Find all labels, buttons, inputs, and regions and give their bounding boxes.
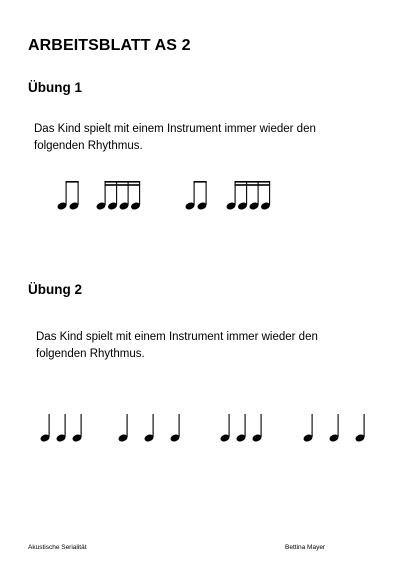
quarter-note	[219, 414, 230, 443]
exercise-1-heading: Übung 1	[28, 80, 82, 95]
note-beam	[66, 181, 79, 183]
quarter-note	[143, 414, 154, 443]
quarter-note	[169, 414, 180, 443]
note-beam	[194, 181, 207, 183]
eighth-note	[184, 181, 195, 211]
note-beam	[105, 181, 141, 183]
footer-left-text: Akustische Serialität	[28, 544, 87, 551]
quarter-note-group	[117, 414, 180, 443]
exercise-2-instruction: Das Kind spielt mit einem Instrument immer wieder den folgenden Rhythmus.	[36, 331, 318, 360]
beam-group	[184, 181, 207, 211]
beam-group	[95, 181, 141, 211]
note-beam	[105, 184, 141, 186]
note-beam	[235, 184, 271, 186]
exercise-2-heading: Übung 2	[28, 282, 82, 297]
quarter-note	[55, 414, 66, 443]
exercise-1-instruction: Das Kind spielt mit einem Instrument immer wieder den folgenden Rhythmus.	[34, 123, 316, 152]
footer-author: Bettina Mayer	[285, 544, 326, 551]
quarter-note-group	[39, 414, 82, 443]
exercise-2-rhythm-notation	[0, 404, 400, 454]
page-title: ARBEITSBLATT AS 2	[28, 37, 191, 54]
quarter-note	[328, 414, 339, 443]
note-beam	[235, 181, 271, 183]
eighth-note	[68, 181, 79, 211]
quarter-note-group	[302, 414, 365, 443]
eighth-note	[196, 181, 207, 211]
eighth-note	[56, 181, 67, 211]
quarter-note	[354, 414, 365, 443]
exercise-1-rhythm-notation	[0, 170, 400, 220]
quarter-note	[71, 414, 82, 443]
quarter-note	[235, 414, 246, 443]
quarter-note	[302, 414, 313, 443]
quarter-note	[117, 414, 128, 443]
quarter-note	[39, 414, 50, 443]
beam-group	[56, 181, 79, 211]
quarter-note-group	[219, 414, 262, 443]
beam-group	[225, 181, 271, 211]
quarter-note	[251, 414, 262, 443]
